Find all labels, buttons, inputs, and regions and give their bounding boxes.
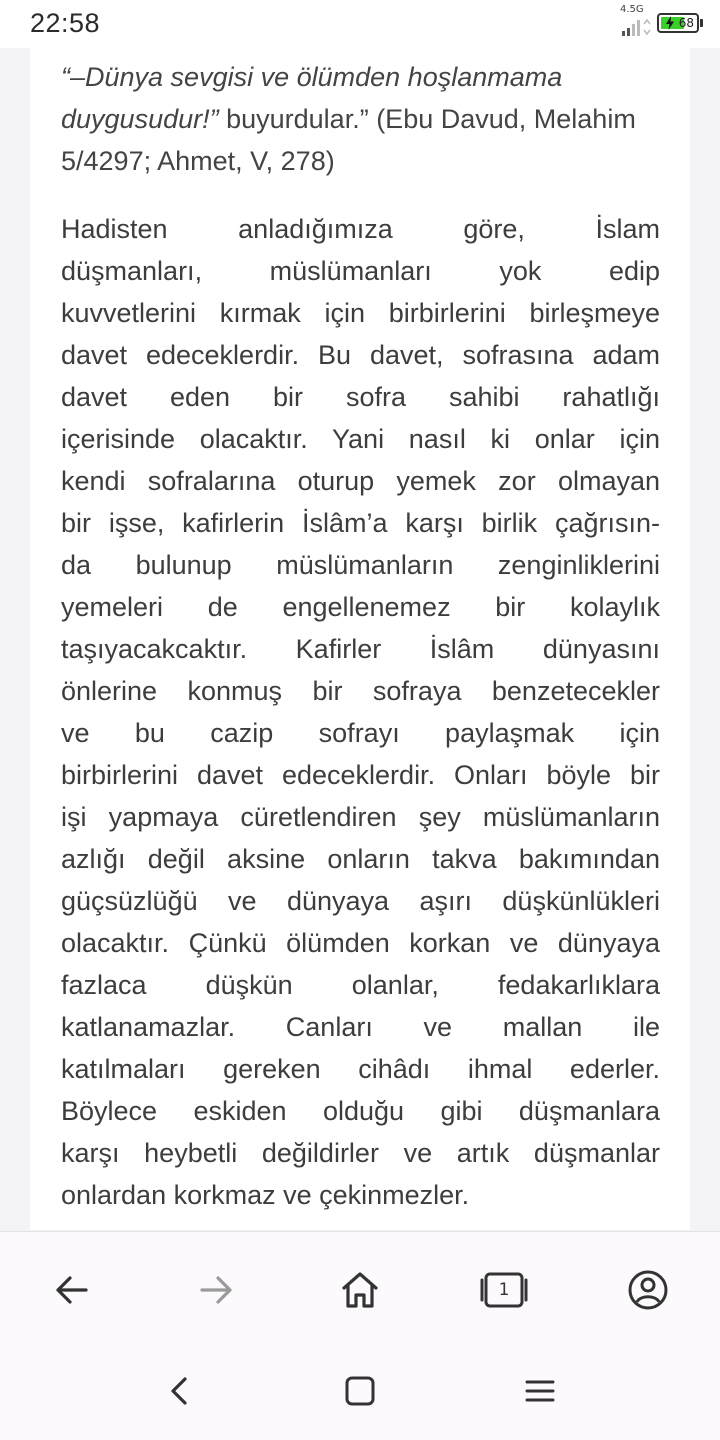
battery-percent: 68	[678, 16, 694, 30]
system-back-button[interactable]	[158, 1369, 202, 1413]
hadith-quote	[61, 56, 661, 182]
paragraph-line: kuvvetlerini kırmak için birbirlerini birleşmeye	[61, 298, 660, 328]
paragraph-line: güçsüzlüğü ve dünyaya aşırı düşkünlükleri	[61, 886, 660, 916]
paragraph-line: içerisinde olacaktır. Yani nasıl ki onlar için	[61, 424, 660, 454]
paragraph-line: onlardan korkmaz ve çekinmezler.	[61, 1180, 470, 1210]
profile-icon	[620, 1262, 676, 1318]
paragraph-line: olacaktır. Çünkü ölümden korkan ve dünyaya	[61, 928, 660, 958]
paragraph-line: Böylece eskiden olduğu gibi düşmanlara	[61, 1096, 660, 1126]
tabs-button[interactable]	[476, 1262, 532, 1318]
paragraph-line: kendi sofralarına oturup yemek zor olmayan	[61, 466, 660, 496]
system-home-button[interactable]	[338, 1369, 382, 1413]
system-back-icon	[158, 1369, 202, 1413]
paragraph-line: önlerine konmuş bir sofraya benzetecekler	[61, 676, 660, 706]
paragraph-line: birbirlerini davet edeceklerdir. Onları böyle bir	[61, 760, 660, 790]
paragraph-line: davet eden bir sofra sahibi rahatlığı	[61, 382, 660, 412]
paragraph-line: yemeleri de engellenemez bir kolaylık	[61, 592, 660, 622]
network-type: 4.5G	[620, 4, 644, 15]
article-page	[30, 48, 690, 1230]
browser-toolbar	[0, 1231, 720, 1342]
paragraph-line: da bulunup müslümanların zenginliklerini	[61, 550, 660, 580]
quote-citation: buyurdular.” (Ebu Davud, Melahim 5/4297; Ahmet, V, 278)	[61, 104, 636, 176]
paragraph-line: karşı heybetli değildirler ve artık düşmanlar	[61, 1138, 660, 1168]
home-icon	[332, 1262, 388, 1318]
status-time: 22:58	[30, 8, 101, 38]
paragraph-line: bir işse, kafirlerin İslâm’a karşı birlik çağrısın-	[61, 508, 660, 538]
paragraph-line: işi yapmaya cüretlendiren şey müslümanların	[61, 802, 660, 832]
paragraph-line: Hadisten anladığımıza göre, İslam	[61, 214, 660, 244]
paragraph-line: taşıyacakcaktır. Kafirler İslâm dünyasını	[61, 634, 660, 664]
paragraph-line: ve bu cazip sofrayı paylaşmak için	[61, 718, 660, 748]
paragraph-line: azlığı değil aksine onların takva bakımından	[61, 844, 660, 874]
back-button[interactable]	[44, 1262, 100, 1318]
signal-icon	[620, 18, 652, 36]
paragraph-line: katlanamazlar. Canları ve mallan ile	[61, 1012, 660, 1042]
system-menu-icon	[518, 1369, 562, 1413]
status-bar	[0, 0, 720, 48]
system-menu-button[interactable]	[518, 1369, 562, 1413]
profile-button[interactable]	[620, 1262, 676, 1318]
paragraph-line: fazlaca düşkün olanlar, fedakarlıklara	[61, 970, 660, 1000]
forward-arrow-icon	[188, 1262, 244, 1318]
article-paragraph	[61, 208, 660, 1216]
system-navigation-bar	[0, 1341, 720, 1440]
back-arrow-icon	[44, 1262, 100, 1318]
forward-button[interactable]	[188, 1262, 244, 1318]
paragraph-line: katılmaları gereken cihâdı ihmal ederler.	[61, 1054, 660, 1084]
paragraph-line: davet edeceklerdir. Bu davet, sofrasına adam	[61, 340, 660, 370]
system-home-icon	[338, 1369, 382, 1413]
battery-cap	[700, 19, 703, 27]
quote-italic: “–Dünya sevgisi ve ölümden hoşlanmama duygusudur!”	[61, 62, 563, 134]
paragraph-line: düşmanları, müslümanları yok edip	[61, 256, 660, 286]
home-button[interactable]	[332, 1262, 388, 1318]
battery-icon	[657, 13, 699, 33]
tab-count: 1	[498, 1280, 510, 1300]
